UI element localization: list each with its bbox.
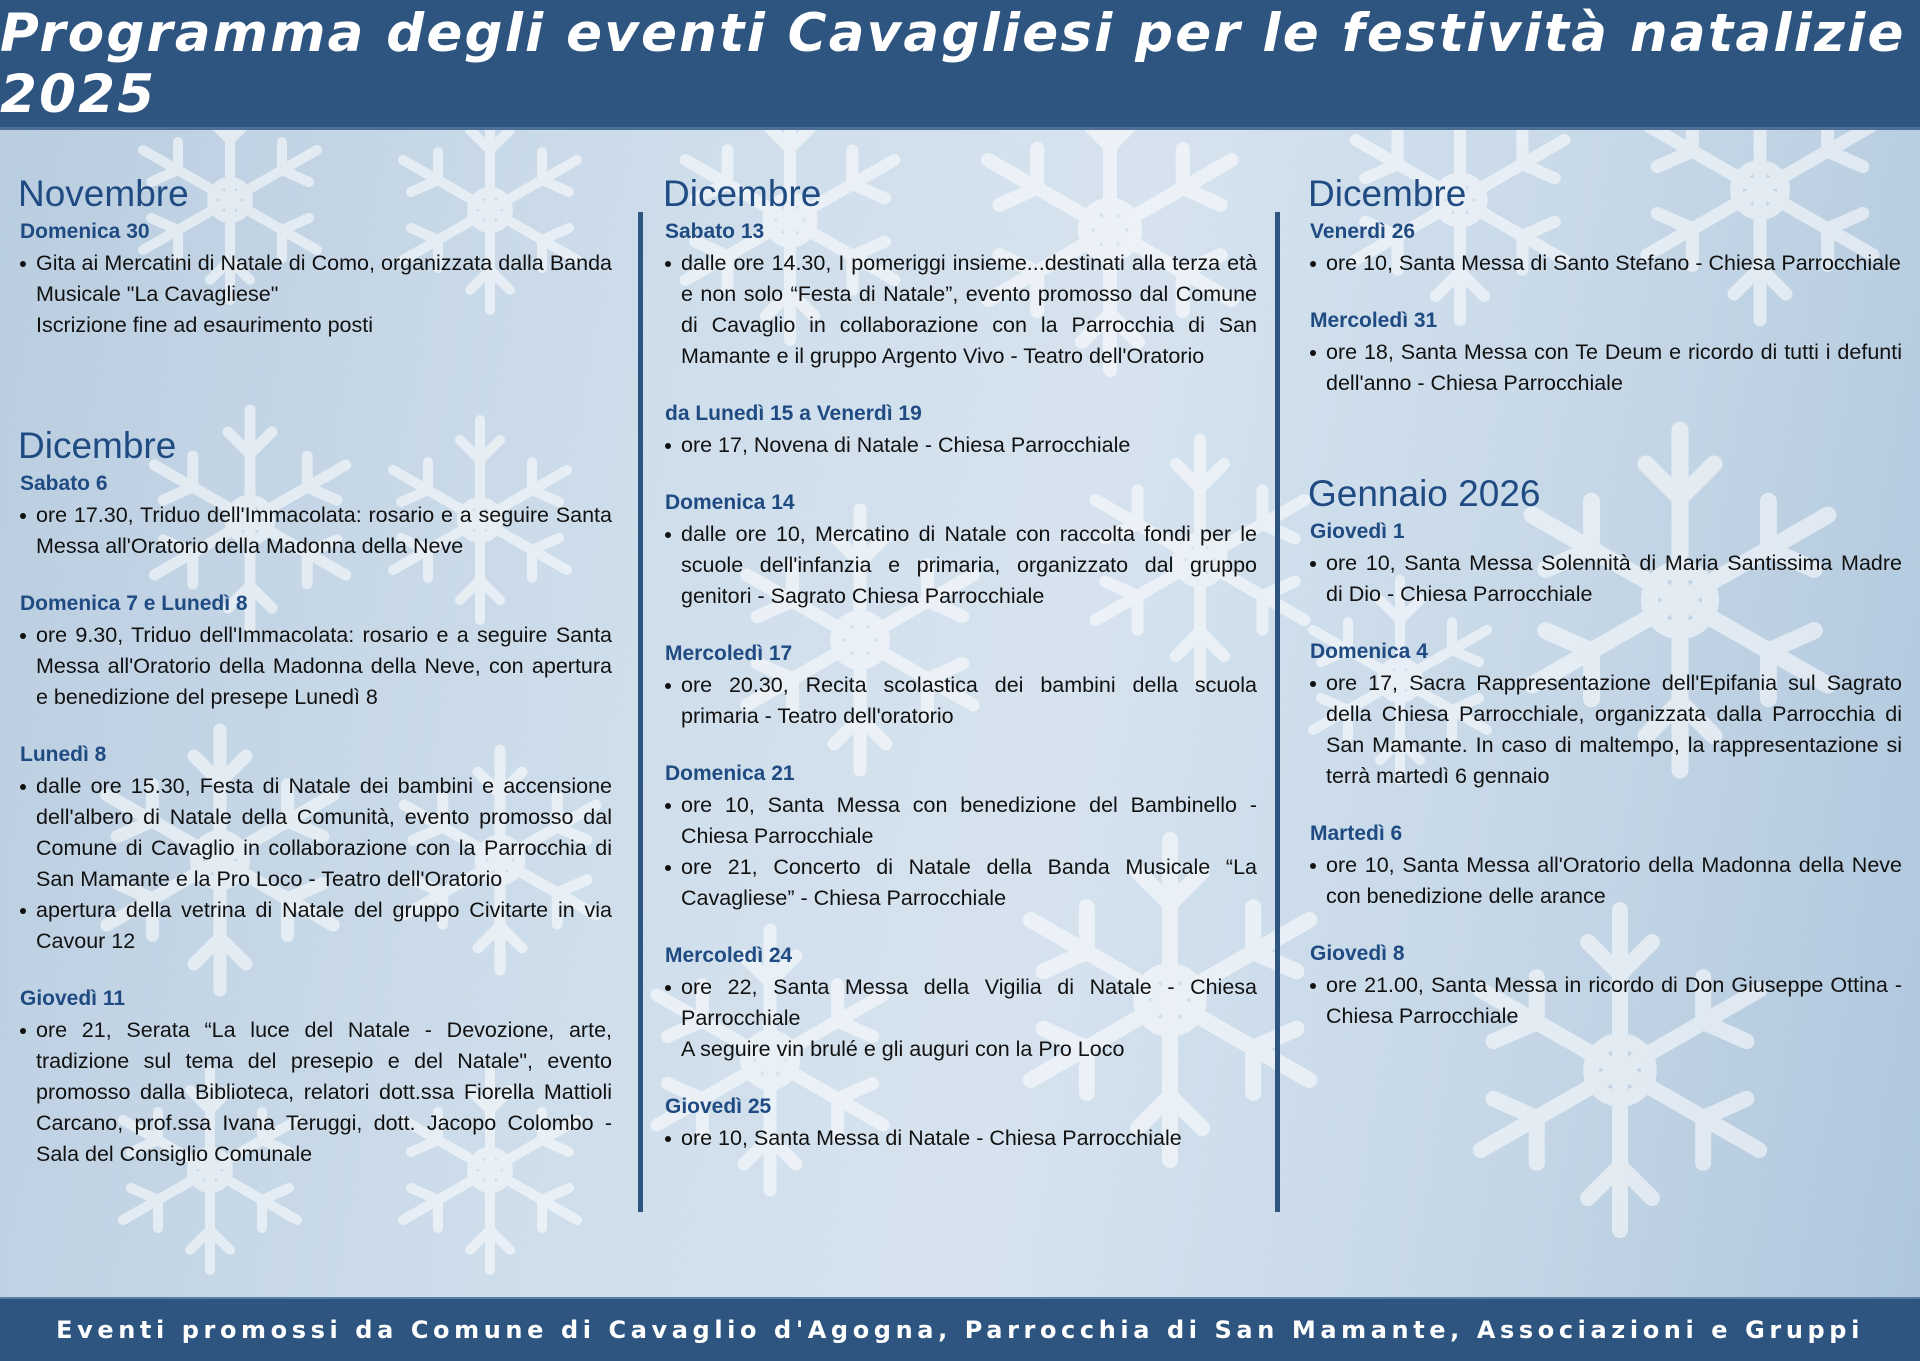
event-date: Mercoledì 17 — [665, 642, 793, 665]
event-item: dalle ore 10, Mercatino di Natale con raccolta fondi per le scuole dell'infanzia e primaria, organizzato dal gruppo genitori - Sagrato Chiesa Parrocchiale — [663, 519, 1257, 612]
event-block — [1308, 218, 1902, 279]
event-date: Mercoledì 31 — [1310, 309, 1438, 332]
month-heading: Novembre — [18, 173, 189, 214]
column-divider — [638, 212, 643, 1212]
event-date: Giovedì 1 — [1310, 520, 1405, 543]
month-heading: Dicembre — [18, 425, 177, 466]
event-block — [18, 218, 612, 341]
event-block — [1308, 940, 1902, 1032]
event-date: Domenica 4 — [1310, 640, 1428, 663]
month-heading: Dicembre — [663, 173, 822, 214]
footer-text: Eventi promossi da Comune di Cavaglio d'Agogna, Parrocchia di San Mamante, Associazioni e Gruppi — [56, 1316, 1864, 1344]
column-divider — [1275, 212, 1280, 1212]
event-item: ore 10, Santa Messa Solennità di Maria Santissima Madre di Dio - Chiesa Parrocchiale — [1308, 548, 1902, 610]
event-block — [663, 218, 1257, 372]
event-item: dalle ore 15.30, Festa di Natale dei bambini e accensione dell'albero di Natale della Comunità, evento promosso dal Comune di Cavaglio in collaborazione con la Parrocchia di San Mamante e la Pro Loco - Teatro dell'Oratorio — [18, 771, 612, 895]
month-section — [18, 424, 612, 1170]
event-block — [663, 942, 1257, 1065]
event-block — [1308, 638, 1902, 792]
event-date: Lunedì 8 — [20, 743, 107, 766]
event-item: ore 9.30, Triduo dell'Immacolata: rosario e a seguire Santa Messa all'Oratorio della Madonna della Neve, con apertura e benedizione del presepe Lunedì 8 — [18, 620, 612, 713]
event-date: Sabato 6 — [20, 472, 108, 495]
event-item: ore 18, Santa Messa con Te Deum e ricordo di tutti i defunti dell'anno - Chiesa Parrocchiale — [1308, 337, 1902, 399]
month-heading: Gennaio 2026 — [1308, 473, 1541, 514]
event-note: A seguire vin brulé e gli auguri con la Pro Loco — [681, 1037, 1125, 1061]
event-date: Giovedì 8 — [1310, 942, 1405, 965]
column-2 — [663, 172, 1257, 1182]
event-date: Domenica 14 — [665, 491, 795, 514]
event-item: ore 22, Santa Messa della Vigilia di Natale - Chiesa Parrocchiale — [663, 972, 1257, 1034]
event-block — [663, 489, 1257, 612]
event-item: ore 10, Santa Messa di Santo Stefano - Chiesa Parrocchiale — [1308, 248, 1902, 279]
month-section — [18, 172, 612, 341]
event-item: dalle ore 14.30, I pomeriggi insieme...destinati alla terza età e non solo “Festa di Natale”, evento promosso dal Comune di Cavaglio in collaborazione con la Parrocchia di San Mamante e il gruppo Argento Vivo - Teatro dell'Oratorio — [663, 248, 1257, 372]
event-block — [18, 741, 612, 957]
column-3 — [1308, 172, 1902, 1060]
event-item: ore 21.00, Santa Messa in ricordo di Don Giuseppe Ottina - Chiesa Parrocchiale — [1308, 970, 1902, 1032]
event-block — [1308, 518, 1902, 610]
event-date: Martedì 6 — [1310, 822, 1403, 845]
event-item: ore 10, Santa Messa all'Oratorio della Madonna della Neve con benedizione delle arance — [1308, 850, 1902, 912]
event-note: Iscrizione fine ad esaurimento posti — [36, 313, 374, 337]
event-date: Domenica 21 — [665, 762, 795, 785]
event-item: ore 21, Concerto di Natale della Banda Musicale “La Cavagliese” - Chiesa Parrocchiale — [663, 852, 1257, 914]
event-block — [1308, 307, 1902, 399]
column-1 — [18, 172, 612, 1198]
event-block — [1308, 820, 1902, 912]
footer-banner — [0, 1297, 1920, 1361]
event-item: apertura della vetrina di Natale del gruppo Civitarte in via Cavour 12 — [18, 895, 612, 957]
month-section — [663, 172, 1257, 1154]
event-date: da Lunedì 15 a Venerdì 19 — [665, 402, 922, 425]
event-date: Domenica 30 — [20, 220, 150, 243]
event-date: Domenica 7 e Lunedì 8 — [20, 592, 248, 615]
title-banner — [0, 0, 1920, 130]
event-block — [663, 640, 1257, 732]
event-block — [663, 760, 1257, 914]
event-block — [18, 470, 612, 562]
event-block — [18, 590, 612, 713]
event-date: Mercoledì 24 — [665, 944, 793, 967]
event-item: ore 17.30, Triduo dell'Immacolata: rosario e a seguire Santa Messa all'Oratorio della Madonna della Neve — [18, 500, 612, 562]
event-item: ore 10, Santa Messa di Natale - Chiesa Parrocchiale — [663, 1123, 1257, 1154]
event-item: Gita ai Mercatini di Natale di Como, organizzata dalla Banda Musicale "La Cavagliese" — [18, 248, 612, 310]
event-item: ore 21, Serata “La luce del Natale - Devozione, arte, tradizione sul tema del presepio e del Natale", evento promosso dalla Biblioteca, relatori dott.ssa Fiorella Mattioli Carcano, prof.ssa Ivana Teruggi, dott. Jacopo Colombo - Sala del Consiglio Comunale — [18, 1015, 612, 1170]
event-item: ore 17, Novena di Natale - Chiesa Parrocchiale — [663, 430, 1257, 461]
event-date: Giovedì 25 — [665, 1095, 772, 1118]
event-date: Venerdì 26 — [1310, 220, 1416, 243]
month-section — [1308, 172, 1902, 399]
event-item: ore 20.30, Recita scolastica dei bambini della scuola primaria - Teatro dell'oratorio — [663, 670, 1257, 732]
month-heading: Dicembre — [1308, 173, 1467, 214]
month-section — [1308, 472, 1902, 1032]
event-block — [663, 400, 1257, 461]
event-date: Giovedì 11 — [20, 987, 126, 1010]
event-block — [18, 985, 612, 1170]
event-item: ore 17, Sacra Rappresentazione dell'Epifania sul Sagrato della Chiesa Parrocchiale, organizzata dalla Parrocchia di San Mamante. In caso di maltempo, la rappresentazione si terrà martedì 6 gennaio — [1308, 668, 1902, 792]
event-block — [663, 1093, 1257, 1154]
event-item: ore 10, Santa Messa con benedizione del Bambinello - Chiesa Parrocchiale — [663, 790, 1257, 852]
event-date: Sabato 13 — [665, 220, 765, 243]
page-title: Programma degli eventi Cavagliesi per le festività natalizie 2025 — [0, 2, 1906, 125]
